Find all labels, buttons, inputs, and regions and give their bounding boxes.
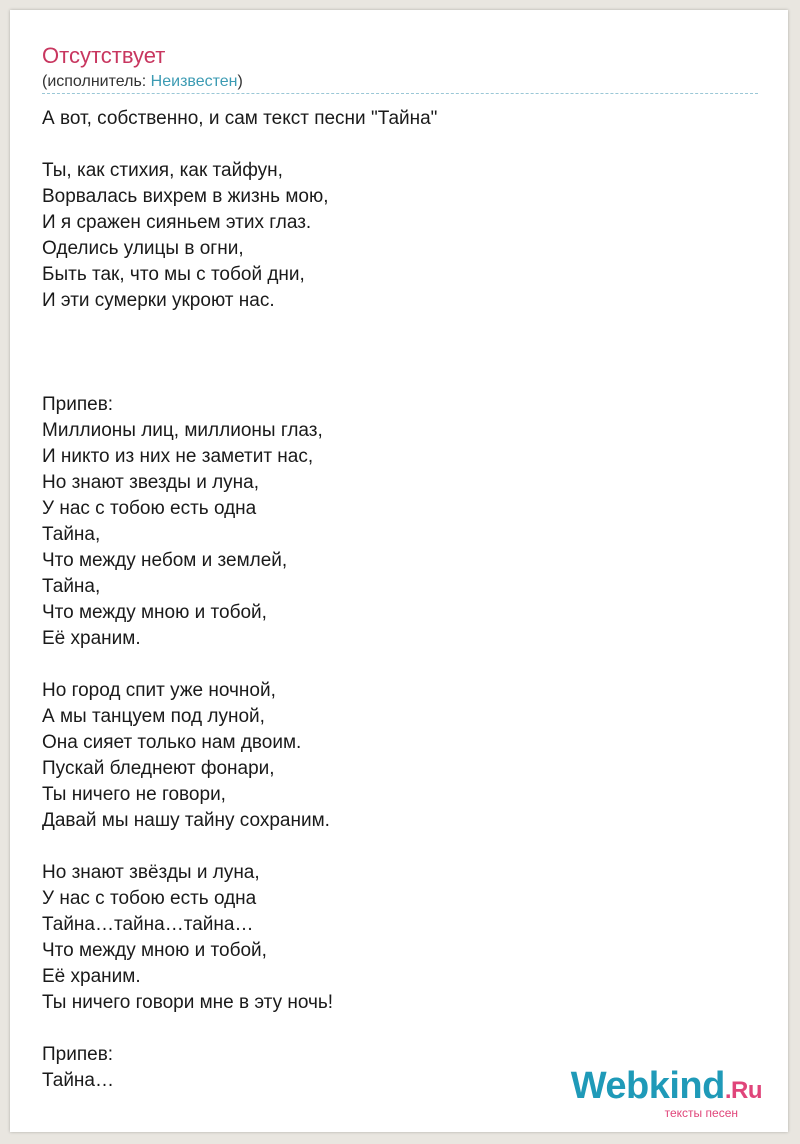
lyrics-page xyxy=(10,10,788,1132)
divider xyxy=(42,93,758,94)
song-title: Отсутствует xyxy=(42,43,166,68)
logo-name: Webkind xyxy=(570,1065,725,1107)
artist-line xyxy=(42,72,243,92)
logo-wordmark xyxy=(571,1066,762,1111)
site-logo[interactable] xyxy=(542,1066,762,1118)
logo-tld: .Ru xyxy=(724,1077,762,1104)
artist-prefix: (исполнитель: xyxy=(42,73,151,90)
artist-link[interactable]: Неизвестен xyxy=(150,73,238,90)
lyrics-text: А вот, собственно, и сам текст песни "Тайна" Ты, как стихия, как тайфун, Ворвалась вихрем в жизнь мою, И я сражен сияньем этих глаз. Оделись улицы в огни, Быть так, что мы с тобой дни, И эти сумерки укроют нас. Припев: Миллионы лиц, миллионы глаз, И никто из них не заметит нас, Но знают звезды и луна, У нас с тобою есть одна Тайна, Что между небом и землей, Тайна, Что между мною и тобой, Её храним. Но город спит уже ночной, А мы танцуем под луной, Она сияет только нам двоим. Пускай бледнеют фонари, Ты ничего не говори, Давай мы нашу тайну сохраним. Но знают звёзды и луна, У нас с тобою есть одна Тайна…тайна…тайна… Что между мною и тобой, Её храним. Ты ничего говори мне в эту ночь! Припев: Тайна… xyxy=(42,108,438,1091)
logo-tagline: тексты песен xyxy=(664,1106,738,1120)
artist-suffix: ) xyxy=(237,73,243,90)
